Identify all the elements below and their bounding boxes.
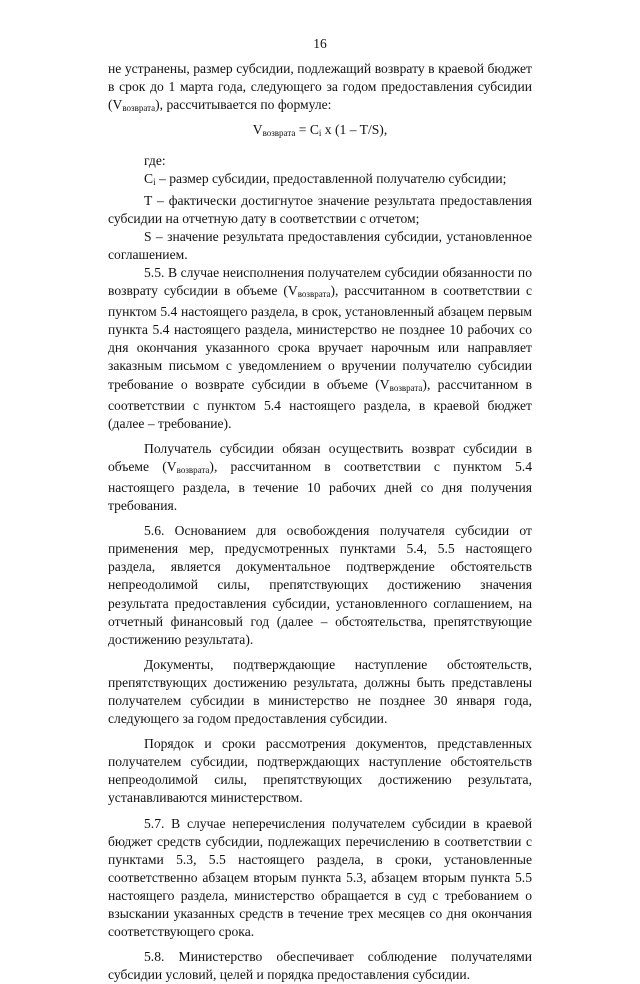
definition-t: T – фактически достигнутое значение результата предоставления субсидии на отчетную дату в соответствии с отчетом; [108,192,532,226]
paragraph-5-7: 5.7. В случае неперечисления получателем субсидии в краевой бюджет средств субсидии, подлежащих перечислению в соответствии с пунктами 5.3, 5.5 настоящего раздела, в сроки, установленные соответственно абзацем вторым пункта 5.3, абзацем вторым пункта 5.5 настоящего раздела, министерство обращается в суд с требованием о взыскании указанных средств в течение трех месяцев со дня окончания соответствующего срока. [108,815,532,940]
definition-ci [108,170,532,191]
paragraph-text: ), рассчитанном в соответствии с пунктом 5.4 настоящего раздела, в срок, установленный абзацем первым пункта 5.4 настоящего раздела, министерство не позднее 10 рабочих со дня окончания указанного срока вручает нарочным или направляет заказным письмом с уведомлением о вручении получателю субсидии требование о возврате субсидии в объеме (V [108,283,532,392]
paragraph-text: Получатель субсидии обязан осуществить возврат субсидии в объеме (V [108,440,532,474]
paragraph-text: ), рассчитанном в соответствии с пунктом 5.4 настоящего раздела, в течение 10 рабочих дней со дня получения требования. [108,458,532,514]
subscript: i [318,128,322,139]
subscript: возврата [262,128,296,139]
subscript: возврата [297,289,331,300]
document-body [108,60,532,984]
formula-symbol: V [252,122,263,138]
formula-expression: x (1 – T/S), [321,122,388,138]
definition-s: S – значение результата предоставления субсидии, установленное соглашением. [108,228,532,262]
paragraph-5-6: 5.6. Основанием для освобождения получателя субсидии от применения мер, предусмотренных пунктами 5.4, 5.5 настоящего раздела, является документальное подтверждение обстоятельств непреодолимой силы, препятствующих достижению значения результата предоставления субсидии, установленного соглашением, на отчетный финансовый год (далее – обстоятельства, препятствующие достижению результата). [108,523,532,647]
paragraph-text: ), рассчитывается по формуле: [155,97,332,113]
paragraph-text: ), рассчитанном в соответствии с пунктом 5.4 настоящего раздела, в краевой бюджет (далее – требование). [108,376,532,431]
subscript: возврата [389,382,423,393]
definition-text: – размер субсидии, предоставленной получателю субсидии; [155,171,507,187]
paragraph-documents: Документы, подтверждающие наступление обстоятельств, препятствующих достижению результата, должны быть представлены получателем субсидии в министерство не позднее 30 января года, следующего за годом предоставления субсидии. [108,656,532,727]
paragraph-intro [108,60,532,117]
subscript: возврата [122,103,156,114]
formula-symbol: = C [295,122,319,138]
where-label: где: [144,153,166,169]
subscript: i [153,177,156,188]
paragraph-obliged [108,440,532,515]
subscript: возврата [176,464,210,475]
paragraph-order: Порядок и сроки рассмотрения документов, представленных получателем субсидии, подтверждающих наступление обстоятельств непреодолимой силы, препятствующих достижению результата, устанавливаются министерством. [108,736,532,806]
formula-symbol: C [144,171,154,187]
paragraph-5-8: 5.8. Министерство обеспечивает соблюдение получателями субсидии условий, целей и порядка предоставления субсидии. [108,949,532,983]
formula [108,121,532,142]
paragraph-5-5 [108,264,532,433]
paragraph-text: 5.5. В случае неисполнения получателем субсидии обязанности по возврату субсидии в объеме (V [108,264,532,299]
paragraph-text: не устранены, размер субсидии, подлежащий возврату в краевой бюджет в срок до 1 марта года, следующего за годом предоставления субсидии (V [108,61,532,113]
page-number: 16 [313,36,327,51]
